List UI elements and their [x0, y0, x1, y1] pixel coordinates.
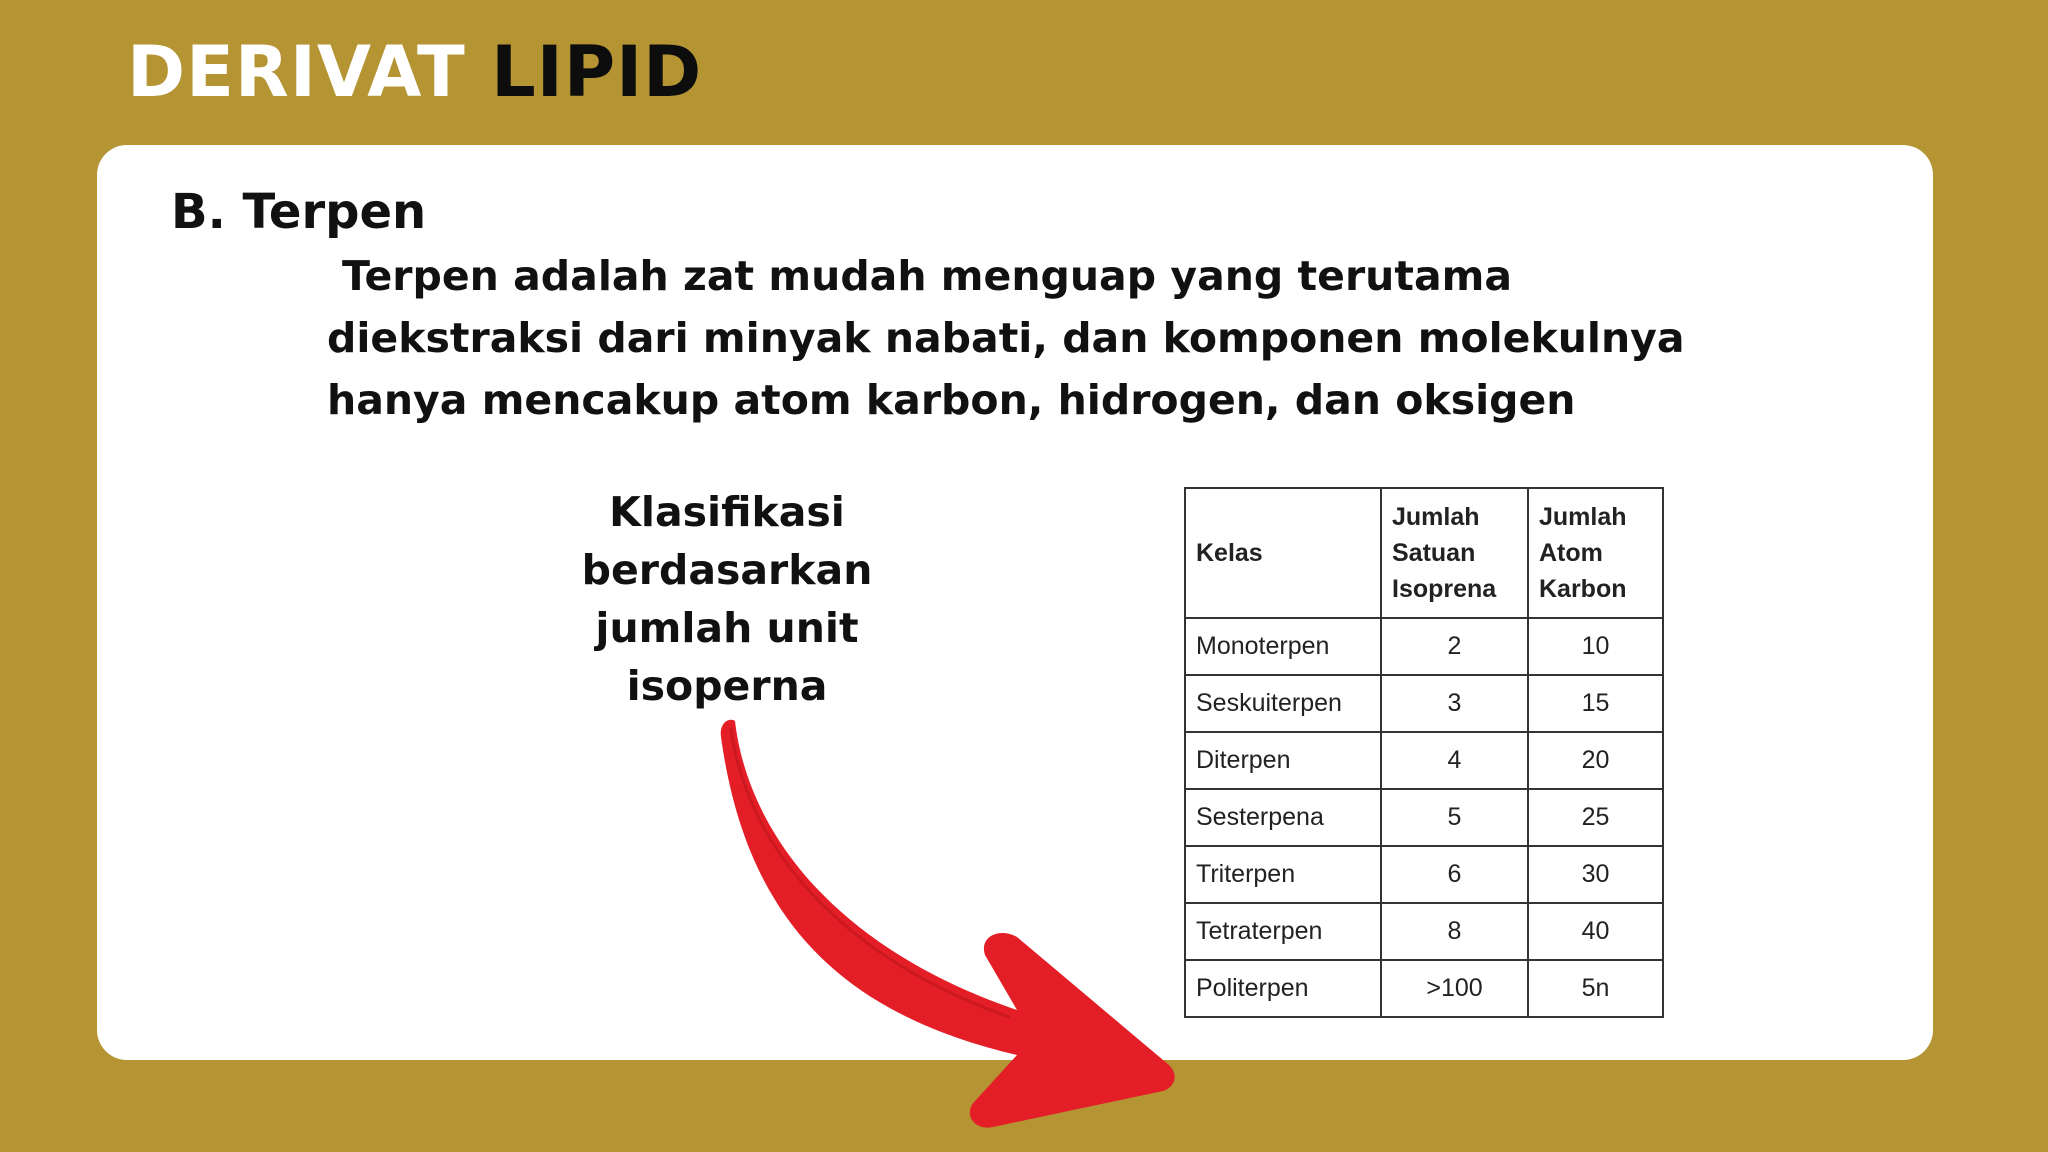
header-jumlah-satuan-isoprena — [1381, 488, 1528, 618]
cell-kelas: Politerpen — [1185, 960, 1381, 1017]
table-row — [1185, 846, 1663, 903]
classification-line: berdasarkan — [581, 546, 873, 594]
cell-isoprene-units: >100 — [1381, 960, 1528, 1017]
table-row — [1185, 618, 1663, 675]
table-header-row — [1185, 488, 1663, 618]
header-line: Satuan — [1392, 539, 1476, 567]
table-row — [1185, 903, 1663, 960]
arrow-shaft — [721, 720, 1175, 1128]
cell-isoprene-units: 5 — [1381, 789, 1528, 846]
definition-text — [327, 245, 1685, 431]
classification-line: Klasifikasi — [609, 488, 845, 536]
table-row — [1185, 675, 1663, 732]
definition-line: hanya mencakup atom karbon, hidrogen, dan oksigen — [327, 376, 1576, 424]
table-row — [1185, 960, 1663, 1017]
header-line: Atom — [1539, 539, 1603, 567]
cell-carbon-atoms: 30 — [1528, 846, 1663, 903]
classification-line: isoperna — [626, 662, 828, 710]
table-row — [1185, 732, 1663, 789]
cell-kelas: Seskuiterpen — [1185, 675, 1381, 732]
header-line: Jumlah — [1539, 503, 1627, 531]
cell-isoprene-units: 6 — [1381, 846, 1528, 903]
cell-isoprene-units: 8 — [1381, 903, 1528, 960]
terpene-classification-table — [1184, 487, 1664, 1018]
cell-kelas: Triterpen — [1185, 846, 1381, 903]
cell-kelas: Tetraterpen — [1185, 903, 1381, 960]
cell-isoprene-units: 2 — [1381, 618, 1528, 675]
cell-carbon-atoms: 15 — [1528, 675, 1663, 732]
curved-arrow-right-icon — [717, 715, 1197, 1135]
slide-title-part-derivat: DERIVAT — [127, 31, 466, 113]
terpene-table — [1184, 487, 1664, 1018]
content-card — [97, 145, 1933, 1060]
cell-isoprene-units: 3 — [1381, 675, 1528, 732]
header-kelas — [1185, 488, 1381, 618]
cell-kelas: Diterpen — [1185, 732, 1381, 789]
cell-kelas: Monoterpen — [1185, 618, 1381, 675]
header-jumlah-atom-karbon — [1528, 488, 1663, 618]
classification-caption — [577, 483, 877, 715]
cell-carbon-atoms: 25 — [1528, 789, 1663, 846]
cell-carbon-atoms: 5n — [1528, 960, 1663, 1017]
header-line: Kelas — [1196, 539, 1263, 567]
section-title: B. Terpen — [171, 184, 427, 240]
cell-carbon-atoms: 40 — [1528, 903, 1663, 960]
cell-carbon-atoms: 10 — [1528, 618, 1663, 675]
cell-isoprene-units: 4 — [1381, 732, 1528, 789]
slide-title — [127, 30, 702, 114]
header-line: Jumlah — [1392, 503, 1480, 531]
table-row — [1185, 789, 1663, 846]
definition-line: Terpen adalah zat mudah menguap yang terutama — [341, 252, 1513, 300]
classification-line: jumlah unit — [595, 604, 859, 652]
definition-line: diekstraksi dari minyak nabati, dan komponen molekulnya — [327, 314, 1685, 362]
header-line: Isoprena — [1392, 575, 1497, 603]
cell-kelas: Sesterpena — [1185, 789, 1381, 846]
cell-carbon-atoms: 20 — [1528, 732, 1663, 789]
header-line: Karbon — [1539, 575, 1627, 603]
slide-title-part-lipid: LIPID — [491, 31, 703, 113]
